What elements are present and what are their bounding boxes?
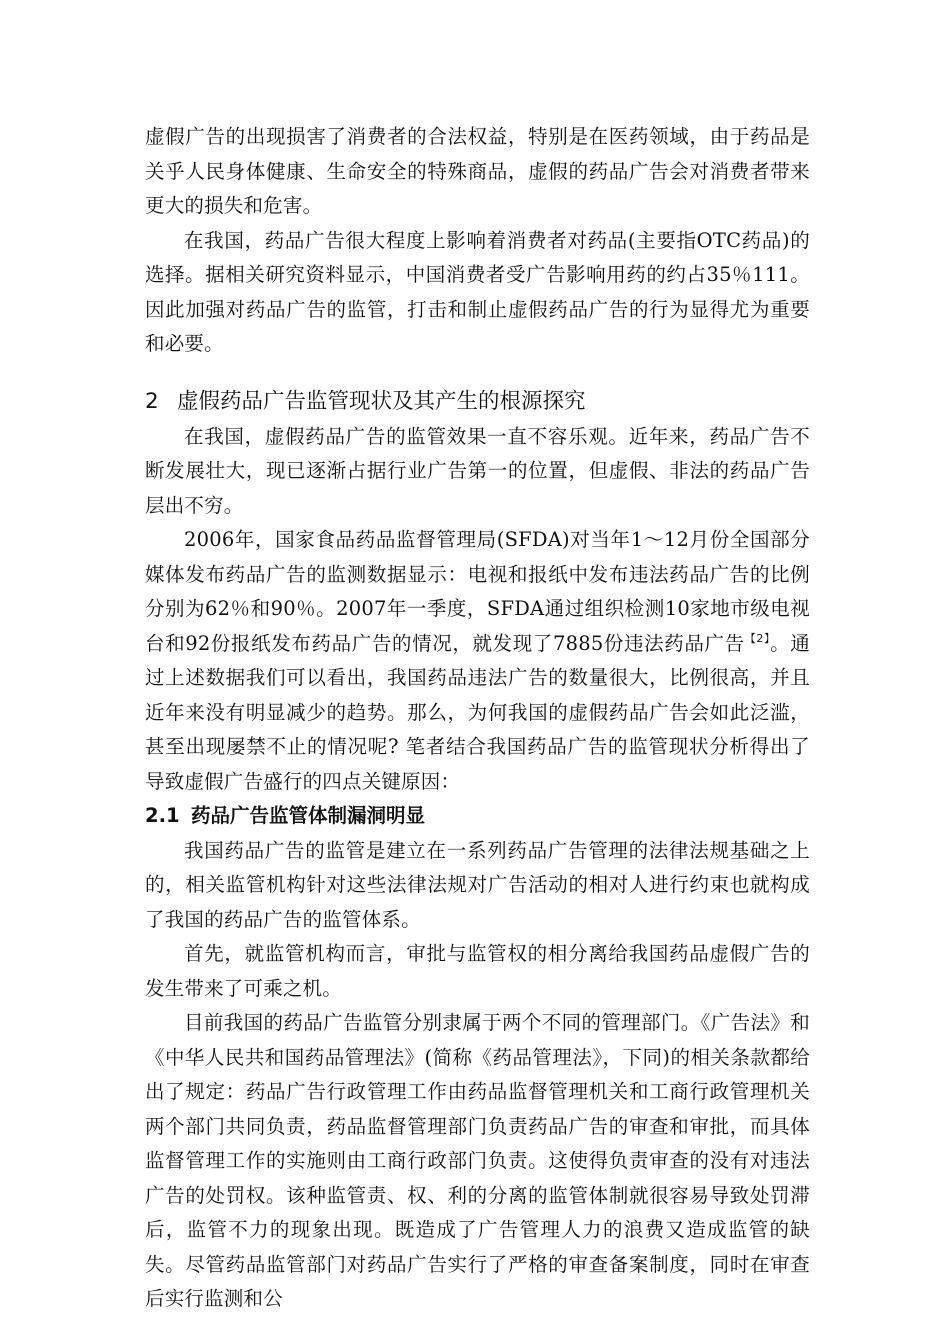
paragraph-2: 在我国，药品广告很大程度上影响着消费者对药品(主要指OTC药品)的选择。据相关研究资料显示，中国消费者受广告影响用药的约占35％111。因此加强对药品广告的监管，打击和制止虚假药品广告的行为显得尤为重要和必要。 xyxy=(145,228,810,355)
paragraph-5: 我国药品广告的监管是建立在一系列药品广告管理的法律法规基础之上的，相关监管机构针对这些法律法规对广告活动的相对人进行约束也就构成了我国的药品广告的监管体系。 xyxy=(145,838,810,931)
paragraph-1: 虚假广告的出现损害了消费者的合法权益，特别是在医药领域，由于药品是关乎人民身体健康、生命安全的特殊商品，虚假的药品广告会对消费者带来更大的损失和危害。 xyxy=(145,125,810,217)
section-2-title: 虚假药品广告监管现状及其产生的根源探究 xyxy=(177,388,586,414)
section-2-number: 2 xyxy=(145,388,159,414)
paragraph-4-text-a: 2006年，国家食品药品监督管理局(SFDA)对当年1～12月份全国部分媒体发布药品广告的监测数据显示：电视和报纸中发布违法药品广告的比例分别为62％和90％。2007年一季度，SFDA通过组织检测10家地市级电视台和92份报纸发布药品广告的情况，就发现了7885份违法药品广告 xyxy=(145,528,810,655)
section-2-1-number: 2.1 xyxy=(145,804,180,827)
paragraph-4-text-b: 。通过上述数据我们可以看出，我国药品违法广告的数量很大，比例很高，并且近年来没有明显减少的趋势。那么，为何我国的虚假药品广告会如此泛滥，甚至出现屡禁不止的情况呢? 笔者结合我国药品广告的监管现状分析得出了导致虚假广告盛行的四点关键原因： xyxy=(145,631,810,793)
section-2-heading xyxy=(145,384,810,420)
document-page xyxy=(145,120,810,1317)
paragraph-6: 首先，就监管机构而言，审批与监管权的相分离给我国药品虚假广告的发生带来了可乘之机。 xyxy=(145,942,810,1000)
paragraph-4 xyxy=(145,523,810,799)
citation-2: 【2】 xyxy=(744,631,771,645)
section-2-1-heading xyxy=(145,799,810,834)
paragraph-3: 在我国，虚假药品广告的监管效果一直不容乐观。近年来，药品广告不断发展壮大，现已逐渐占据行业广告第一的位置，但虚假、非法的药品广告层出不穷。 xyxy=(145,424,810,517)
paragraph-7: 目前我国的药品广告监管分别隶属于两个不同的管理部门。《广告法》和《中华人民共和国药品管理法》(简称《药品管理法》，下同)的相关条款都给出了规定：药品广告行政管理工作由药品监督管理机关和工商行政管理机关两个部门共同负责，药品监督管理部门负责药品广告的审查和审批，而具体监督管理工作的实施则由工商行政部门负责。这使得负责审查的没有对违法广告的处罚权。该种监管责、权、利的分离的监管体制就很容易导致处罚滞后，监管不力的现象出现。既造成了广告管理人力的浪费又造成监管的缺失。尽管药品监管部门对药品广告实行了严格的审查备案制度，同时在审查后实行监测和公 xyxy=(145,1011,810,1310)
section-2-1-title: 药品广告监管体制漏洞明显 xyxy=(191,804,426,827)
